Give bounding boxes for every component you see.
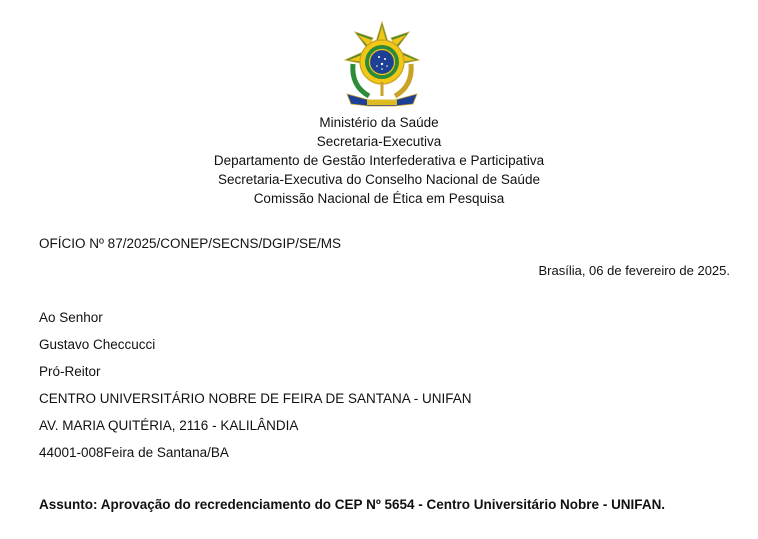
header-commission: Comissão Nacional de Ética em Pesquisa <box>253 191 505 206</box>
document-subject: Assunto: Aprovação do recredenciamento do CEP Nº 5654 - Centro Universitário Nobre - UNIFAN. <box>39 497 666 512</box>
recipient-title: Pró-Reitor <box>39 364 101 379</box>
recipient-salutation: Ao Senhor <box>39 310 103 325</box>
document-reference: OFÍCIO Nº 87/2025/CONEP/SECNS/DGIP/SE/MS <box>39 236 342 251</box>
recipient-postal-city: 44001-008Feira de Santana/BA <box>39 445 229 460</box>
recipient-address: AV. MARIA QUITÉRIA, 2116 - KALILÂNDIA <box>39 418 299 433</box>
document-date: Brasília, 06 de fevereiro de 2025. <box>538 263 730 278</box>
header-council: Secretaria-Executiva do Conselho Nacional de Saúde <box>218 172 540 187</box>
header-ministry: Ministério da Saúde <box>319 115 439 130</box>
brazil-coat-of-arms-icon <box>339 20 425 108</box>
recipient-name: Gustavo Checcucci <box>39 337 156 352</box>
header-department: Departamento de Gestão Interfederativa e Participativa <box>213 153 545 168</box>
recipient-institution: CENTRO UNIVERSITÁRIO NOBRE DE FEIRA DE SANTANA - UNIFAN <box>39 391 472 406</box>
header-secretariat: Secretaria-Executiva <box>316 134 442 149</box>
ministry-header <box>0 113 758 208</box>
recipient-block <box>39 309 472 471</box>
